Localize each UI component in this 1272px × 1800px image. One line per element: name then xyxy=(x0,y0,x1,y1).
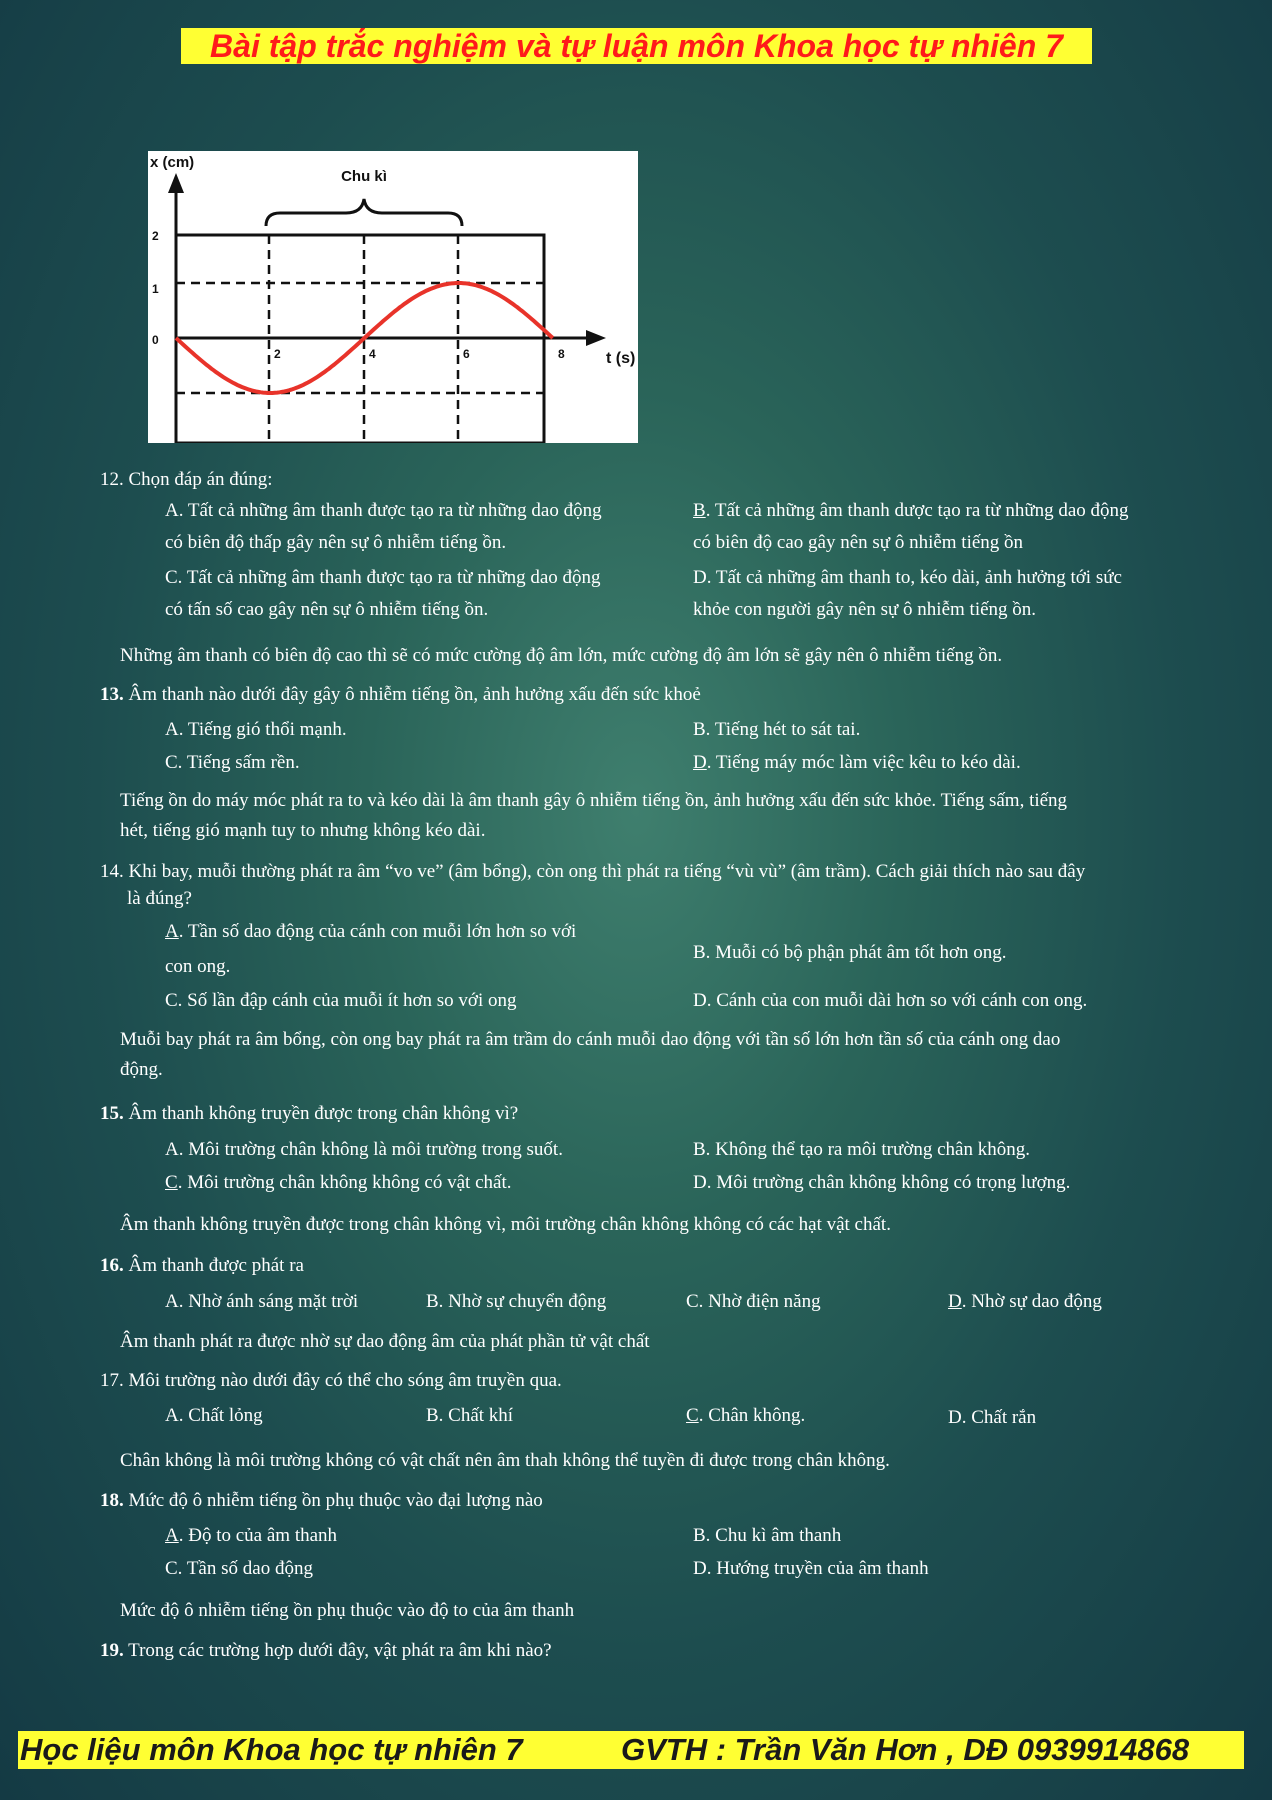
q13-correct-letter: D xyxy=(693,752,707,773)
q18-stem xyxy=(100,1490,543,1512)
q18-option-a-text: . Độ to của âm thanh xyxy=(178,1525,338,1546)
q12-option-a-line2: có biên độ thấp gây nên sự ô nhiễm tiếng ồn. xyxy=(165,532,507,553)
q13-stem xyxy=(100,684,701,706)
q16-explanation: Âm thanh phát ra được nhờ sự dao động âm của phát phần tử vật chất xyxy=(120,1331,650,1352)
q12-option-a-line1: A. Tất cả những âm thanh được tạo ra từ những dao động xyxy=(165,500,602,521)
q17-explanation: Chân không là môi trường không có vật chất nên âm thah không thể tuyền đi được trong chân không. xyxy=(120,1450,890,1471)
period-label: Chu kì xyxy=(341,168,387,185)
q18-option-b: B. Chu kì âm thanh xyxy=(693,1525,842,1546)
q13-option-a: A. Tiếng gió thổi mạnh. xyxy=(165,719,347,740)
q14-stem-line2: là đúng? xyxy=(127,888,192,909)
q14-explanation-line1: Muỗi bay phát ra âm bổng, còn ong bay phát ra âm trầm do cánh muỗi dao động với tần số lớn hơn tần số của cánh ong dao xyxy=(120,1029,1061,1050)
q14-explanation-line2: động. xyxy=(120,1059,163,1080)
period-brace xyxy=(266,199,462,226)
q12-stem: 12. Chọn đáp án đúng: xyxy=(100,469,273,490)
q17-option-c-text: . Chân không. xyxy=(698,1405,806,1426)
y-tick-1: 1 xyxy=(152,282,159,296)
q13-number: 13. xyxy=(100,684,124,705)
q17-option-d: D. Chất rắn xyxy=(948,1407,1037,1428)
q15-explanation: Âm thanh không truyền được trong chân không vì, môi trường chân không không có các hạt vật chất. xyxy=(120,1214,891,1235)
q13-option-b: B. Tiếng hét to sát tai. xyxy=(693,719,861,740)
q17-correct-letter: C xyxy=(686,1405,699,1426)
q16-option-d xyxy=(948,1291,1102,1313)
q14-option-d: D. Cánh của con muỗi dài hơn so với cánh con ong. xyxy=(693,990,1088,1011)
q12-option-b-line1 xyxy=(693,500,1129,522)
q12-option-d-line2: khỏe con người gây nên sự ô nhiễm tiếng ồn. xyxy=(693,599,1037,620)
q16-number: 16. xyxy=(100,1255,124,1276)
x-axis-arrow-icon xyxy=(586,330,606,346)
q13-option-d-text: . Tiếng máy móc làm việc kêu to kéo dài. xyxy=(706,752,1021,773)
q16-option-c: C. Nhờ điện năng xyxy=(686,1291,821,1312)
q15-correct-letter: C xyxy=(165,1172,178,1193)
q18-correct-letter: A xyxy=(165,1525,179,1546)
footer-banner xyxy=(18,1731,1244,1769)
x-tick-4: 4 xyxy=(369,347,376,361)
q18-option-a xyxy=(165,1525,337,1547)
y-axis-arrow-icon xyxy=(168,173,184,193)
q12-option-b-line2: có biên độ cao gây nên sự ô nhiễm tiếng ồn xyxy=(693,532,1024,553)
q14-option-b: B. Muỗi có bộ phận phát âm tốt hơn ong. xyxy=(693,942,1007,963)
q17-option-c xyxy=(686,1405,805,1427)
graph-svg xyxy=(148,151,638,443)
q15-option-b: B. Không thể tạo ra môi trường chân không. xyxy=(693,1139,1030,1160)
q19-stem xyxy=(100,1640,552,1662)
q14-option-a-line2: con ong. xyxy=(165,956,231,977)
q19-number: 19. xyxy=(100,1640,124,1661)
x-tick-2: 2 xyxy=(274,347,281,361)
q12-option-c-line2: có tấn số cao gây nên sự ô nhiễm tiếng ồn. xyxy=(165,599,489,620)
q16-correct-letter: D xyxy=(948,1291,962,1312)
q15-stem-text: Âm thanh không truyền được trong chân không vì? xyxy=(123,1103,519,1124)
q12-explanation: Những âm thanh có biên độ cao thì sẽ có mức cường độ âm lớn, mức cường độ âm lớn sẽ gây nên ô nhiễm tiếng ồn. xyxy=(120,645,1003,666)
q19-stem-text: Trong các trường hợp dưới đây, vật phát ra âm khi nào? xyxy=(123,1640,552,1661)
y-axis-label: x (cm) xyxy=(150,154,195,171)
q17-option-a: A. Chất lỏng xyxy=(165,1405,263,1426)
q15-stem xyxy=(100,1103,518,1125)
q18-explanation: Mức độ ô nhiễm tiếng ồn phụ thuộc vào độ to của âm thanh xyxy=(120,1600,575,1621)
q13-option-c: C. Tiếng sấm rền. xyxy=(165,752,300,773)
q13-explanation-line1: Tiếng ồn do máy móc phát ra to và kéo dài là âm thanh gây ô nhiễm tiếng ồn, ảnh hưởng xấu đến sức khỏe. Tiếng sấm, tiếng xyxy=(120,790,1068,811)
q18-number: 18. xyxy=(100,1490,124,1511)
q12-option-c-line1: C. Tất cả những âm thanh được tạo ra từ những dao động xyxy=(165,567,601,588)
q14-option-a-text: . Tần số dao động của cánh con muỗi lớn hơn so với xyxy=(178,921,577,942)
q16-stem-text: Âm thanh được phát ra xyxy=(123,1255,304,1276)
q16-stem xyxy=(100,1255,304,1277)
q12-option-d-line1: D. Tất cả những âm thanh to, kéo dài, ảnh hưởng tới sức xyxy=(693,567,1122,588)
footer-course: Học liệu môn Khoa học tự nhiên 7 xyxy=(20,1732,523,1767)
q15-number: 15. xyxy=(100,1103,124,1124)
q14-option-a-line1 xyxy=(165,921,576,943)
q18-stem-text: Mức độ ô nhiễm tiếng ồn phụ thuộc vào đại lượng nào xyxy=(123,1490,543,1511)
q17-option-b: B. Chất khí xyxy=(426,1405,514,1426)
q15-option-d: D. Môi trường chân không không có trọng lượng. xyxy=(693,1172,1071,1193)
y-tick-0: 0 xyxy=(152,333,159,347)
q14-correct-letter: A xyxy=(165,921,179,942)
footer-teacher: GVTH : Trần Văn Hơn , DĐ 0939914868 xyxy=(621,1732,1190,1767)
x-tick-8: 8 xyxy=(558,347,565,361)
q18-option-c: C. Tần số dao động xyxy=(165,1558,313,1579)
q12-option-b-text: . Tất cả những âm thanh dược tạo ra từ những dao động xyxy=(705,500,1129,521)
q15-option-c-text: . Môi trường chân không không có vật chất. xyxy=(177,1172,512,1193)
page-title: Bài tập trắc nghiệm và tự luận môn Khoa học tự nhiên 7 xyxy=(181,28,1092,64)
q15-option-c xyxy=(165,1172,511,1194)
q13-stem-text: Âm thanh nào dưới đây gây ô nhiễm tiếng ồn, ảnh hưởng xấu đến sức khoẻ xyxy=(123,684,701,705)
x-axis-label: t (s) xyxy=(606,350,636,367)
q14-stem-line1: 14. Khi bay, muỗi thường phát ra âm “vo ve” (âm bổng), còn ong thì phát ra tiếng “vù vù” (âm trầm). Cách giải thích nào sau đây xyxy=(100,861,1086,882)
q14-option-c: C. Số lần đập cánh của muỗi ít hơn so với ong xyxy=(165,990,517,1011)
q16-option-b: B. Nhờ sự chuyển động xyxy=(426,1291,607,1312)
q13-explanation-line2: hét, tiếng gió mạnh tuy to nhưng không kéo dài. xyxy=(120,820,486,841)
q18-option-d: D. Hướng truyền của âm thanh xyxy=(693,1558,929,1579)
oscillation-graph xyxy=(148,151,638,443)
y-tick-2: 2 xyxy=(152,229,159,243)
q13-option-d xyxy=(693,752,1021,774)
q17-stem: 17. Môi trường nào dưới đây có thể cho sóng âm truyền qua. xyxy=(100,1370,562,1391)
q16-option-d-text: . Nhờ sự dao động xyxy=(961,1291,1102,1312)
q16-option-a: A. Nhờ ánh sáng mặt trời xyxy=(165,1291,359,1312)
q15-option-a: A. Môi trường chân không là môi trường trong suốt. xyxy=(165,1139,563,1160)
x-tick-6: 6 xyxy=(463,347,470,361)
q12-correct-letter: B xyxy=(693,500,706,521)
